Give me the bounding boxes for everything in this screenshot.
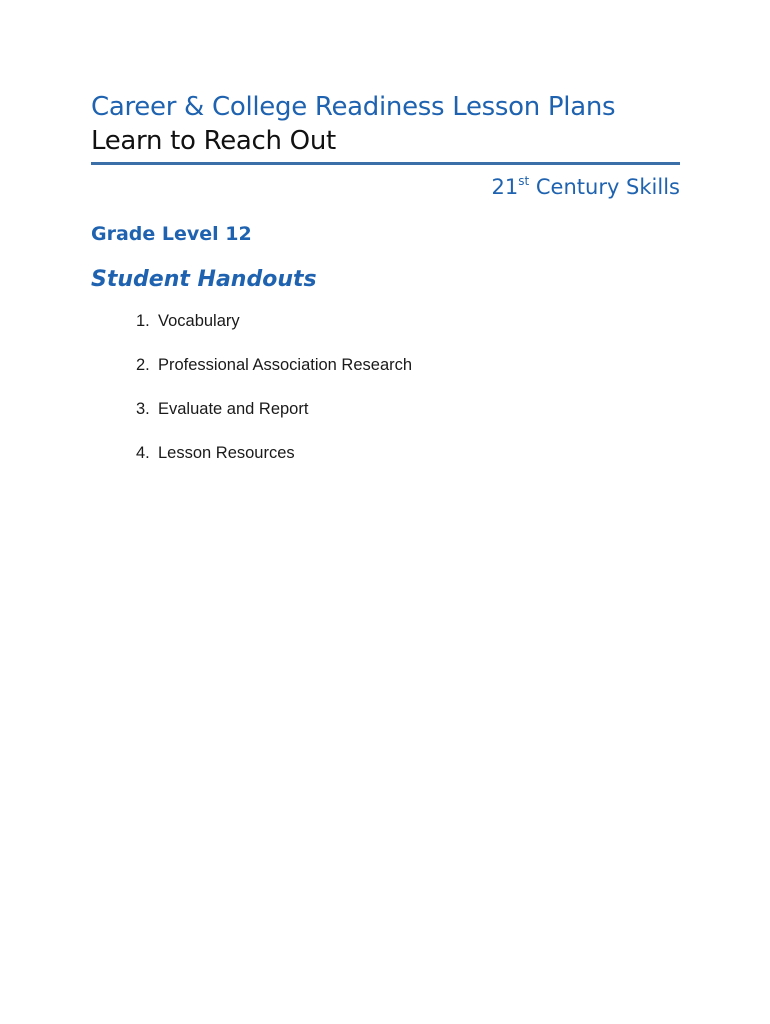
handout-list xyxy=(91,311,680,463)
skills-heading xyxy=(91,173,680,201)
list-item-number: 2. xyxy=(136,356,150,374)
list-item-number: 1. xyxy=(136,312,150,330)
list-item-label: Professional Association Research xyxy=(158,356,413,374)
section-title: Student Handouts xyxy=(91,267,317,292)
list-item xyxy=(136,355,680,375)
skills-superscript: st xyxy=(518,174,530,188)
skills-number: 21 xyxy=(491,175,519,199)
list-item-label: Vocabulary xyxy=(158,312,240,330)
skills-label: Century Skills xyxy=(529,175,680,199)
list-item-label: Lesson Resources xyxy=(158,444,295,462)
title-divider xyxy=(91,162,680,165)
document-subtitle: Learn to Reach Out xyxy=(91,126,336,156)
list-item xyxy=(136,443,680,463)
grade-level-heading: Grade Level 12 xyxy=(91,223,252,245)
list-item-number: 4. xyxy=(136,444,150,462)
list-item-number: 3. xyxy=(136,400,150,418)
list-item xyxy=(136,311,680,331)
document-page xyxy=(91,90,680,487)
list-item-label: Evaluate and Report xyxy=(158,400,309,418)
list-item xyxy=(136,399,680,419)
document-title: Career & College Readiness Lesson Plans xyxy=(91,92,616,122)
